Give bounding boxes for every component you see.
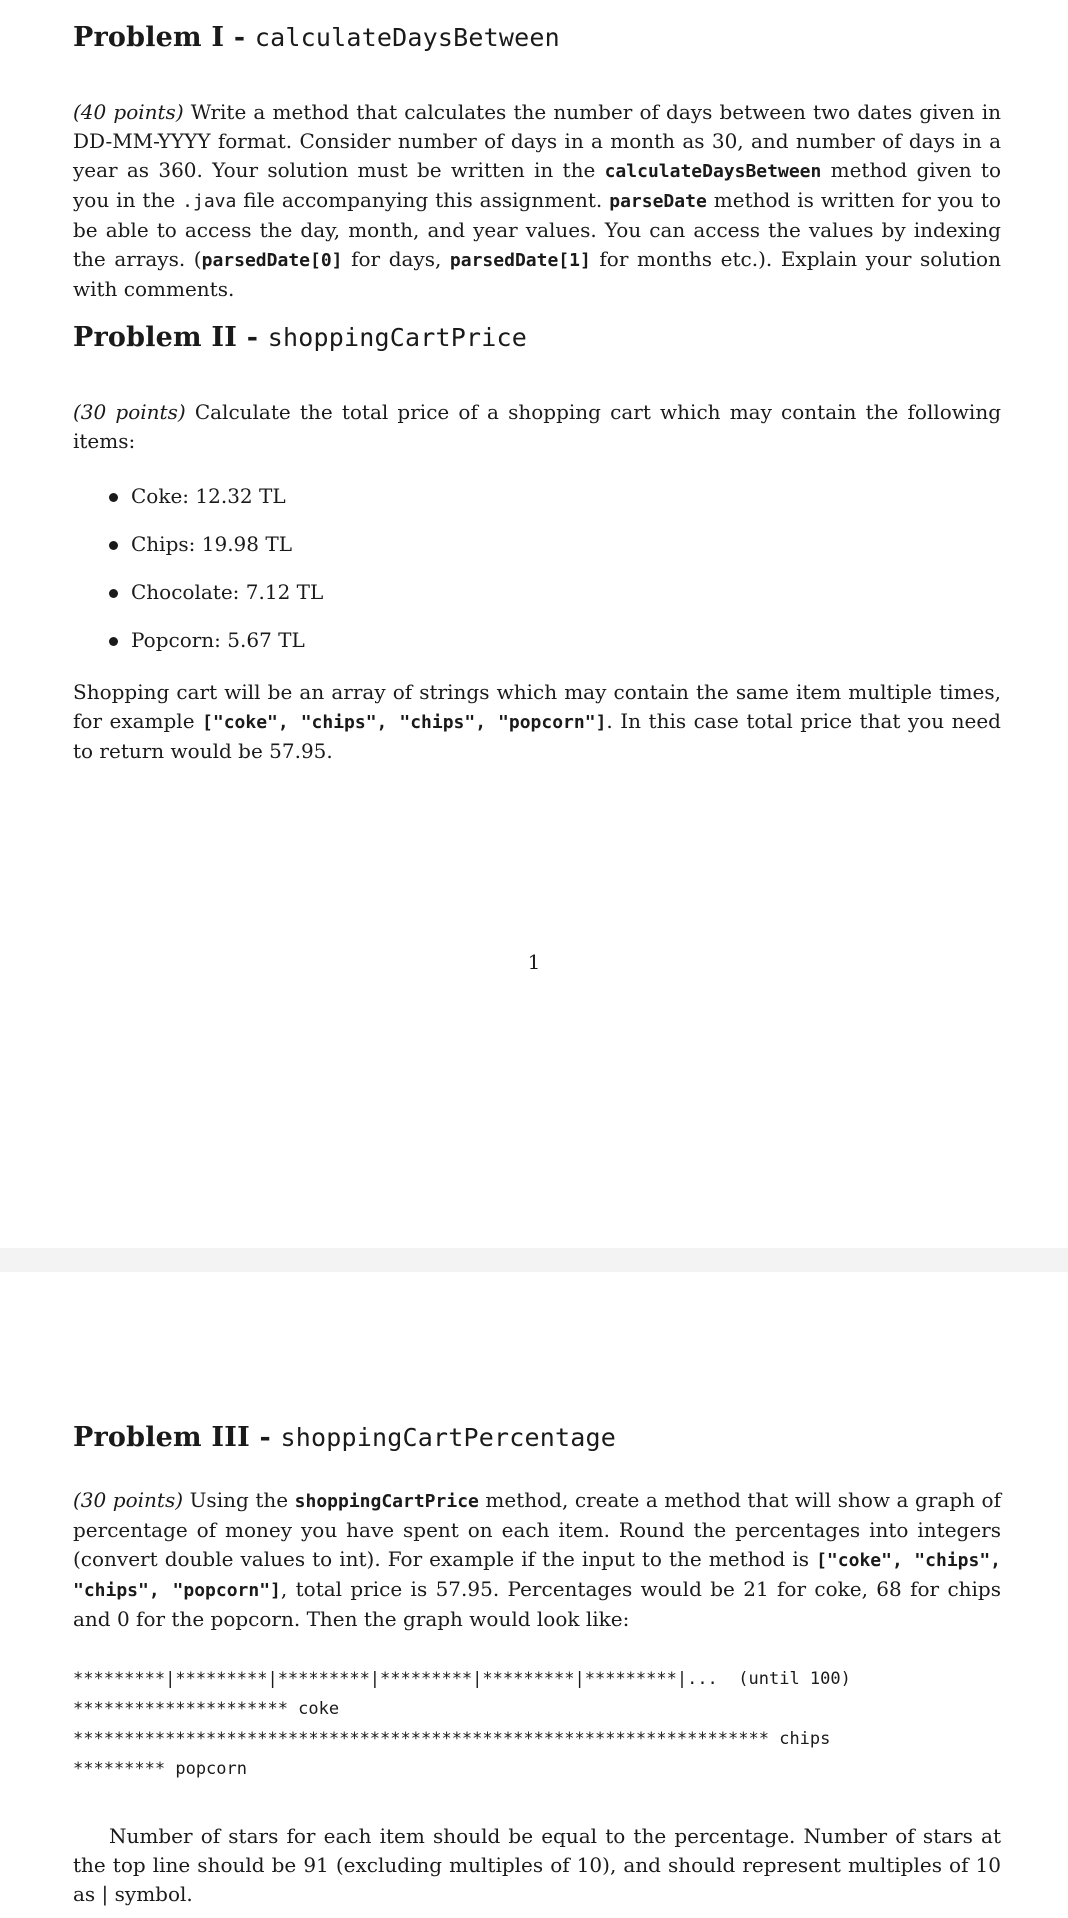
graph-line-chips: ******************************************************************** chips <box>73 1729 831 1749</box>
problem-3-section <box>73 1420 1001 1909</box>
graph-scale-line: *********|*********|*********|*********|*********|*********|... (until 100) <box>73 1669 851 1689</box>
problem-3-closing: Number of stars for each item should be equal to the percentage. Number of stars at the top line should be 91 (excluding multiples of 10), and should represent multiples of 10 as | symbol. <box>73 1824 1001 1906</box>
list-item: Chocolate: 7.12 TL <box>73 578 1001 626</box>
problem-2-section <box>73 320 1001 766</box>
problem-3-description: (30 points) Using the shoppingCartPrice method, create a method that will show a graph of percentage of money you have spent on each item. Round the percentages into integers (convert double values to int). For example if the input to the method is ["coke", "chips", "chips", "popcorn"], total price is 57.95. Percentages would be 21 for coke, 68 for chips and 0 for the popcorn. Then the graph would look like: <box>73 1488 1001 1631</box>
list-item: Chips: 19.98 TL <box>73 530 1001 578</box>
list-item: Popcorn: 5.67 TL <box>73 626 1001 674</box>
problem-2-heading: Problem II - shoppingCartPrice <box>73 322 527 353</box>
graph-line-coke: ********************* coke <box>73 1699 340 1719</box>
problem-2-intro: (30 points) Calculate the total price of a shopping cart which may contain the following items: <box>73 400 1001 453</box>
page-separator <box>0 1248 1068 1272</box>
document-page-2 <box>0 1272 1068 1918</box>
list-item: Coke: 12.32 TL <box>73 482 1001 530</box>
problem-1-description: (40 points) Write a method that calculates the number of days between two dates given in DD-MM-YYYY format. Consider number of days in a month as 30, and number of days in a year as 360. Your solution must be written in the calculateDaysBetween method given to you in the .java file accompanying this assignment. parseDate method is written for you to be able to access the day, month, and year values. You can access the values by indexing the arrays. (parsedDate[0] for days, parsedDate[1] for months etc.). Explain your solution with comments. <box>73 100 1002 301</box>
problem-2-description: Shopping cart will be an array of strings which may contain the same item multiple times, for example ["coke", "chips", "chips", "popcorn"]. In this case total price that you need to return would be 57.95. <box>73 680 1001 763</box>
item-price-list <box>73 482 1001 674</box>
graph-line-popcorn: ********* popcorn <box>73 1759 247 1779</box>
problem-1-section <box>73 20 1001 304</box>
problem-1-heading: Problem I - calculateDaysBetween <box>73 22 560 53</box>
percentage-graph <box>73 1664 1001 1784</box>
problem-3-heading: Problem III - shoppingCartPercentage <box>73 1422 617 1453</box>
page-number: 1 <box>527 950 541 974</box>
